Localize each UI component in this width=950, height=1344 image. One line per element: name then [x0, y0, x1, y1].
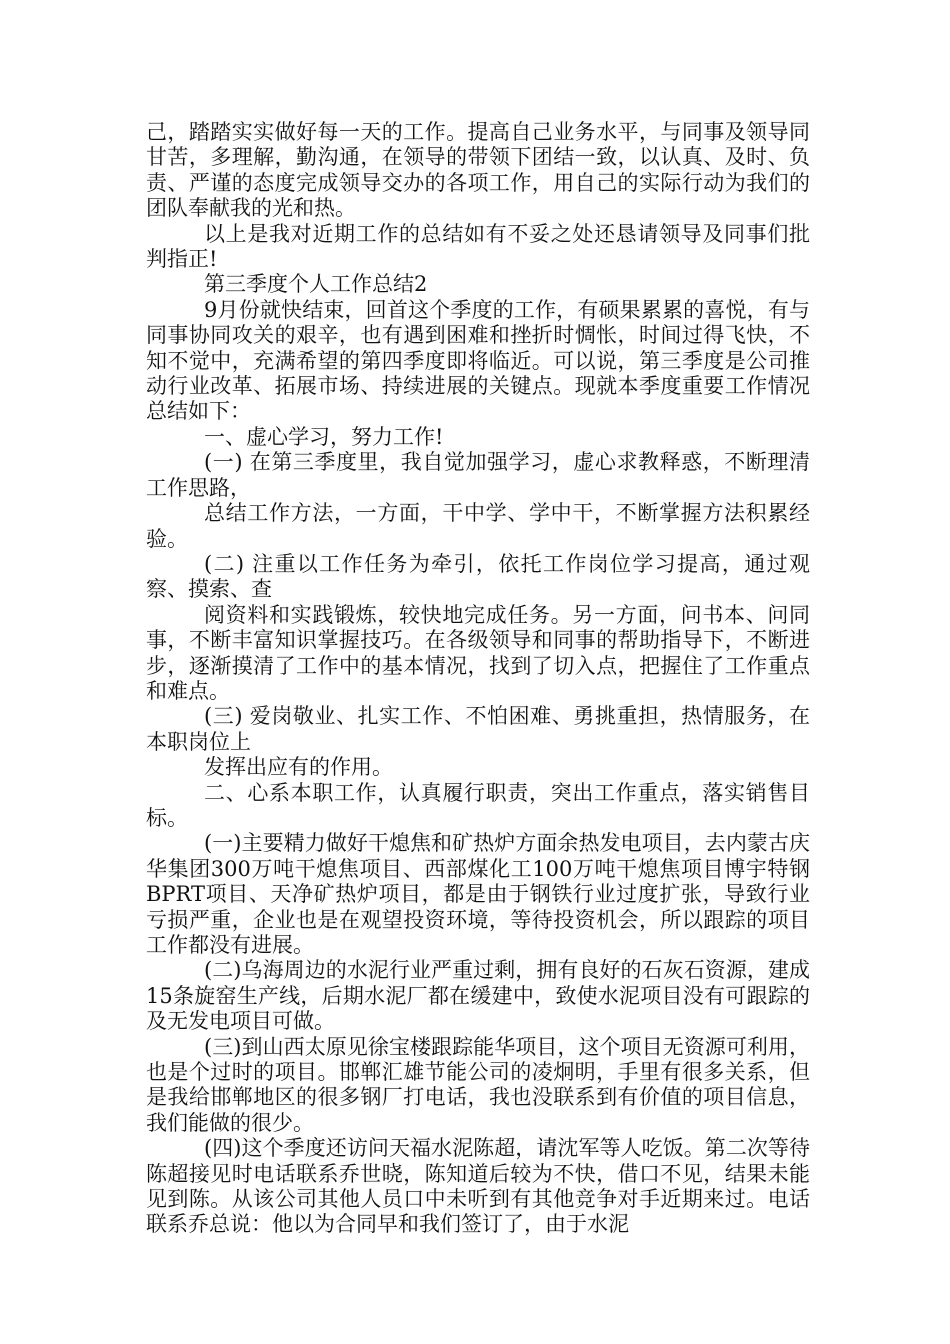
paragraph: 己，踏踏实实做好每一天的工作。提高自己业务水平，与同事及领导同甘苦，多理解，勤沟通，在领导的带领下团结一致，以认真、及时、负责、严谨的态度完成领导交办的各项工作，用自己的实际行动为我们的团队奉献我的光和热。 [146, 120, 810, 221]
paragraph: (三)到山西太原见徐宝楼跟踪能华项目，这个项目无资源可利用，也是个过时的项目。邯郸汇雄节能公司的凌炯明，手里有很多关系，但是我给邯郸地区的很多钢厂打电话，我也没联系到有价值的项目信息，我们能做的很少。 [146, 1034, 810, 1135]
paragraph: (二)乌海周边的水泥行业严重过剩，拥有良好的石灰石资源，建成15条旋窑生产线，后期水泥厂都在缓建中，致使水泥项目没有可跟踪的及无发电项目可做。 [146, 958, 810, 1034]
paragraph: 9月份就快结束，回首这个季度的工作，有硕果累累的喜悦，有与同事协同攻关的艰辛，也有遇到困难和挫折时惆怅，时间过得飞快，不知不觉中，充满希望的第四季度即将临近。可以说，第三季度是公司推动行业改革、拓展市场、持续进展的关键点。现就本季度重要工作情况总结如下： [146, 297, 810, 424]
paragraph: 阅资料和实践锻炼，较快地完成任务。另一方面，问书本、问同事，不断丰富知识掌握技巧。在各级领导和同事的帮助指导下，不断进步，逐渐摸清了工作中的基本情况，找到了切入点，把握住了工作重点和难点。 [146, 602, 810, 703]
document-body [146, 120, 810, 1238]
section-heading: 二、心系本职工作，认真履行职责，突出工作重点，落实销售目标。 [146, 780, 810, 830]
paragraph: 以上是我对近期工作的总结如有不妥之处还恳请领导及同事们批判指正! [146, 221, 810, 272]
paragraph: 发挥出应有的作用。 [204, 755, 393, 780]
paragraph: (四)这个季度还访问天福水泥陈超，请沈军等人吃饭。第二次等待陈超接见时电话联系乔世晓，陈知道后较为不快，借口不见，结果未能见到陈。从该公司其他人员口中未听到有其他竞争对手近期来过。电话联系乔总说：他以为合同早和我们签订了，由于水泥 [146, 1136, 810, 1237]
section-heading: 一、虚心学习，努力工作! [204, 424, 444, 449]
section-title: 第三季度个人工作总结2 [204, 272, 428, 297]
paragraph: (一) 在第三季度里，我自觉加强学习，虚心求教释惑，不断理清工作思路， [146, 450, 810, 500]
paragraph: (三) 爱岗敬业、扎实工作、不怕困难、勇挑重担，热情服务，在本职岗位上 [146, 704, 810, 754]
paragraph: 总结工作方法，一方面，干中学、学中干，不断掌握方法积累经验。 [146, 501, 810, 551]
paragraph: (一)主要精力做好干熄焦和矿热炉方面余热发电项目，去内蒙古庆华集团300万吨干熄焦项目、西部煤化工100万吨干熄焦项目博宇特钢BPRT项目、天净矿热炉项目，都是由于钢铁行业过度扩张，导致行业亏损严重，企业也是在观望投资环境，等待投资机会，所以跟踪的项目工作都没有进展。 [146, 831, 810, 957]
paragraph: (二) 注重以工作任务为牵引，依托工作岗位学习提高，通过观察、摸索、查 [146, 551, 810, 602]
